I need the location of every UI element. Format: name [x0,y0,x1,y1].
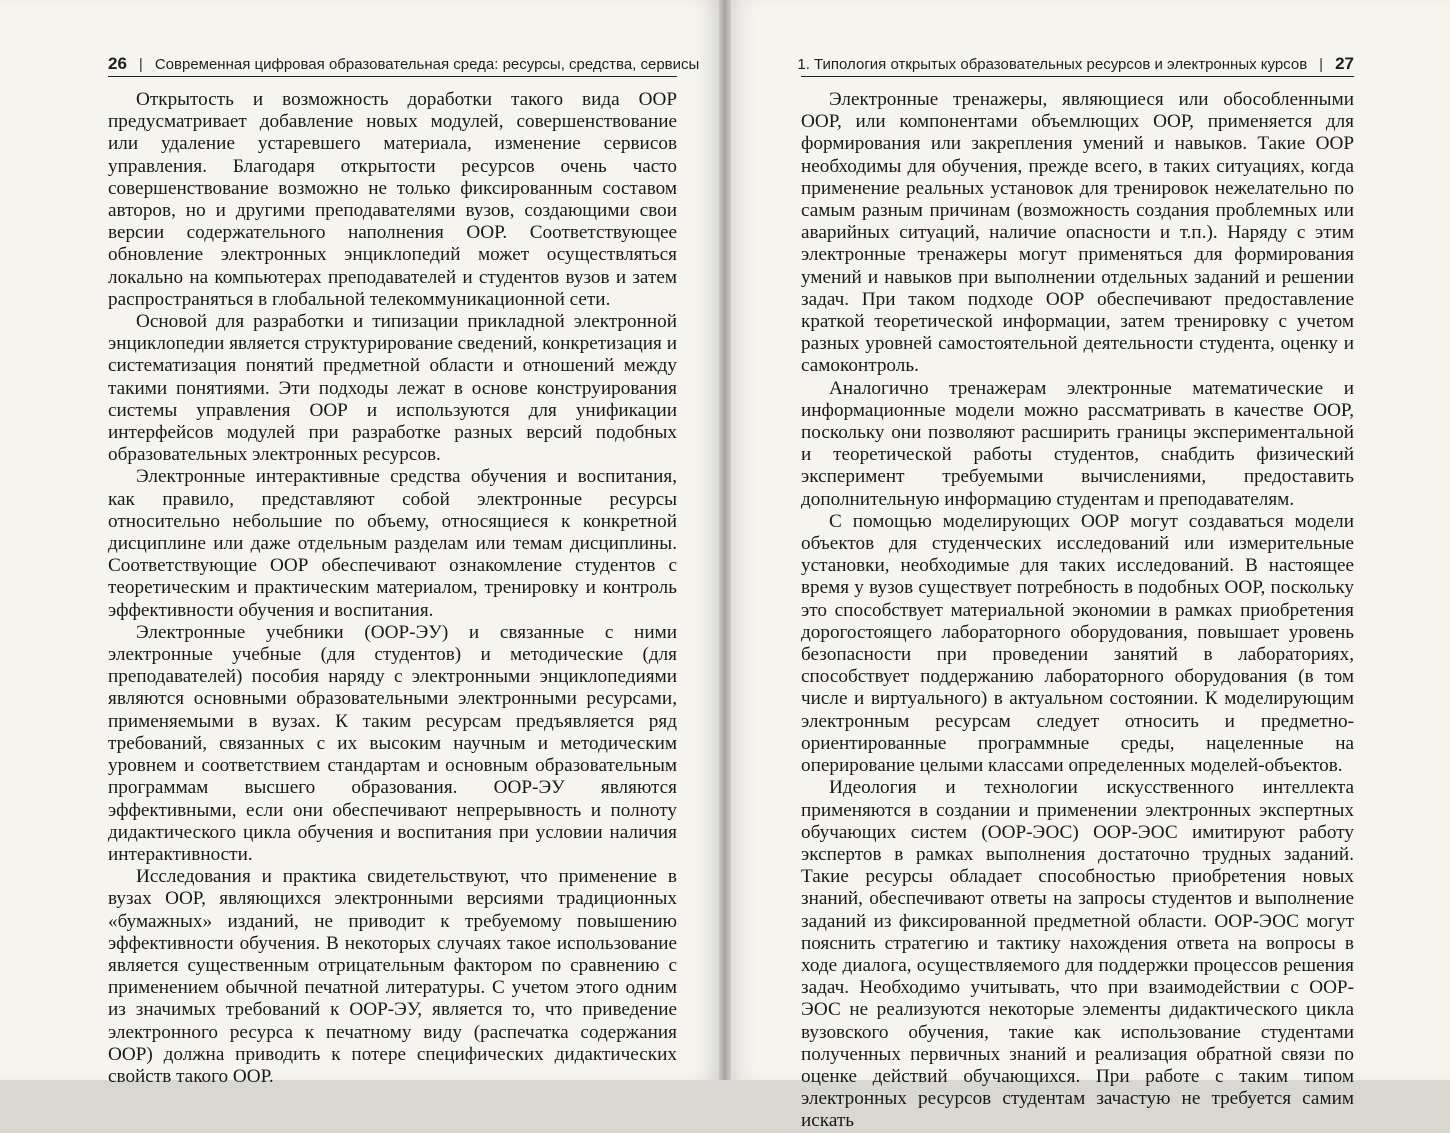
right-page-number: 27 [1335,54,1354,73]
paragraph: Электронные учебники (ООР-ЭУ) и связанные с ними электронные учебные (для студентов) и методические (для преподавателей) пособия наряду с электронными энциклопедиями являются основными образовательными электронными ресурсами, применяемыми в вузах. К таким ресурсам предъявляется ряд требований, связанных с их высоким научным и методическим уровнем и соответствием стандартам и основным образовательным программам высшего образования. ООР-ЭУ являются эффективными, если они обеспечивают непрерывность и полноту дидактического цикла обучения и воспитания при условии наличия интерактивности. [108,621,677,865]
paragraph: Открытость и возможность доработки такого вида ООР предусматривает добавление новых модулей, совершенствование или удаление устаревшего материала, изменение сервисов управления. Благодаря открытости ресурсов очень часто совершенствование возможно не только фиксированным составом авторов, но и другими преподавателями вузов, создающими свои версии содержательного наполнения ООР. Соответствующее обновление электронных энциклопедий может осуществляться локально на компьютерах преподавателей и студентов вузов и затем распространяться в глобальной телекоммуникационной сети. [108,89,677,310]
paragraph: Исследования и практика свидетельствуют, что применение в вузах ООР, являющихся электронными версиями традиционных «бумажных» изданий, не приводит к требуемому повышению эффективности обучения. В некоторых случаях такое использование является существенным отрицательным фактором по сравнению с применением обычной печатной литературы. С учетом этого одним из значимых требований к ООР-ЭУ, является то, что приведение электронного ресурса к печатному виду (распечатка содержания ООР) должна приводить к потере специфических дидактических свойств такого ООР. [108,866,677,1087]
left-running-head [108,52,700,77]
paragraph: Идеология и технологии искусственного интеллекта применяются в создании и применении электронных экспертных обучающих систем (ООР-ЭОС) ООР-ЭОС имитируют работу экспертов в рамках выполнения достаточно трудных заданий. Такие ресурсы обладает способностью приобретения новых знаний, обеспечивают ответы на запросы студентов и выполнение заданий из фиксированной предметной области. ООР-ЭОС могут пояснить стратегию и тактику нахождения ответа на вопросы в ходе диалога, осуществляемого для поддержки процессов решения задач. Необходимо учитывать, что при взаимодействии с ООР-ЭОС не реализуются некоторые элементы дидактического цикла вузовского обучения, такие как использование студентами полученных первичных знаний и реализация обратной связи по оценке действий обучающихся. При работе с таким типом электронных ресурсов студентам зачастую не требуется самим искать [801,777,1354,1132]
left-body-text [108,89,677,1088]
paragraph: С помощью моделирующих ООР могут создаваться модели объектов для студенческих исследований или измерительные установки, необходимые для таких исследований. В настоящее время у вузов существует потребность в подобных ООР, поскольку это способствует материальной экономии в рамках приобретения дорогостоящего лабораторного оборудования, повышает уровень безопасности при проведении занятий в лабораториях, способствует поддержанию лабораторного оборудования (в том числе и виртуального) в актуальном состоянии. К моделирующим электронным ресурсам следует относить и предметно-ориентированные программные среды, нацеленные на оперирование целыми классами определенных моделей-объектов. [801,510,1354,777]
right-page [725,0,1450,1132]
header-divider: | [138,55,143,73]
left-header-title: Современная цифровая образовательная среда: ресурсы, средства, сервисы [154,55,700,73]
left-page-number: 26 [108,54,127,73]
header-divider: | [1319,55,1324,73]
right-header-title: 1. Типология открытых образовательных ресурсов и электронных курсов [797,55,1308,73]
paragraph: Электронные тренажеры, являющиеся или обособленными ООР, или компонентами объемлющих ООР, применяется для формирования или закрепления умений и навыков. Такие ООР необходимы для обучения, прежде всего, в таких ситуациях, когда применение реальных установок для тренировок нежелательно по самым разным причинам (возможность создания проблемных или аварийных ситуаций, наличие опасности и т.п.). Наряду с этим электронные тренажеры могут применяться для формирования умений и навыков при выполнении отдельных заданий и решении задач. При таком подходе ООР обеспечивают предоставление краткой теоретической информации, затем тренировку с учетом разных уровней самостоятельной деятельности студента, оценку и самоконтроль. [801,89,1354,377]
left-page [0,0,725,1087]
right-body-text [801,89,1354,1133]
paragraph: Электронные интерактивные средства обучения и воспитания, как правило, представляют собой электронные ресурсы относительно небольшие по объему, относящиеся к конкретной дисциплине или даже отдельным разделам или темам дисциплины. Соответствующие ООР обеспечивают ознакомление студентов с теоретическим и практическим материалом, тренировку и контроль эффективности обучения и воспитания. [108,466,677,621]
right-running-head [797,52,1354,77]
book-gutter [719,0,731,1080]
paragraph: Аналогично тренажерам электронные математические и информационные модели можно рассматривать в качестве ООР, поскольку они позволяют расширить границы экспериментальной и теоретической работы студентов, снабдить физический эксперимент требуемыми вычислениями, предоставить дополнительную информацию студентам и преподавателям. [801,377,1354,510]
paragraph: Основой для разработки и типизации прикладной электронной энциклопедии является структурирование сведений, конкретизация и систематизация понятий предметной области и отношений между такими понятиями. Эти подходы лежат в основе конструирования системы управления ООР и используются для унификации интерфейсов модулей при разработке разных версий подобных образовательных электронных ресурсов. [108,311,677,466]
